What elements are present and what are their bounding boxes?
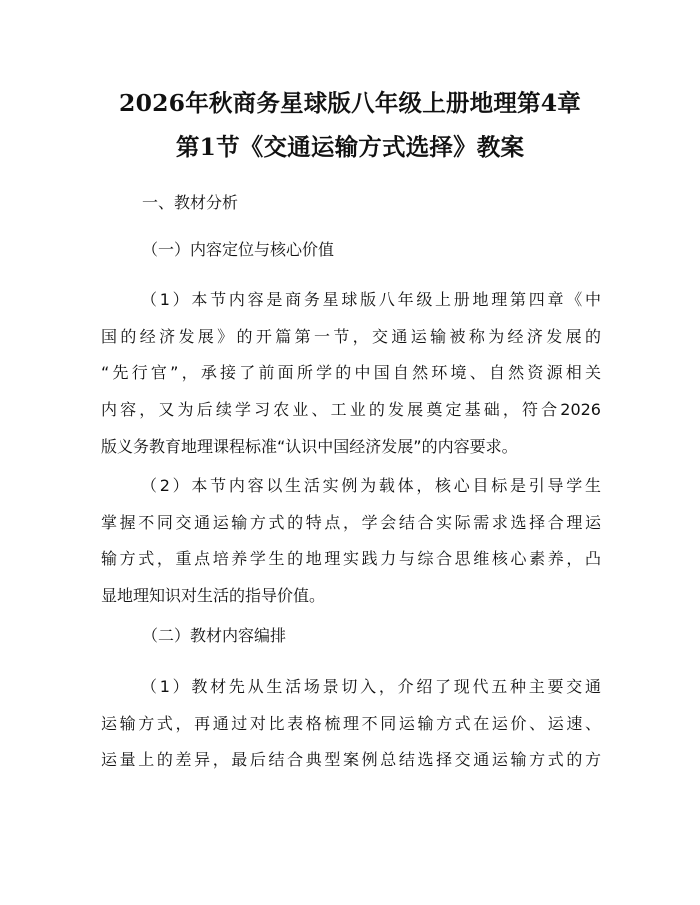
paragraph-2 [101, 476, 601, 623]
paragraph-line: 掌握不同交通运输方式的特点，学会结合实际需求选择合理运 [101, 512, 601, 532]
document-title-line-2: 第1节《交通运输方式选择》教案 [175, 133, 525, 161]
paragraph-line: 国的经济发展》的开篇第一节，交通运输被称为经济发展的 [101, 326, 601, 346]
subsection-heading-content-positioning: （一）内容定位与核心价值 [142, 240, 335, 259]
paragraph-3 [101, 677, 601, 787]
paragraph-line: “先行官”，承接了前面所学的中国自然环境、自然资源相关 [101, 363, 601, 383]
paragraph-line: （2）本节内容以生活实例为载体，核心目标是引导学生 [141, 476, 601, 495]
subsection-heading-content-arrangement: （二）教材内容编排 [142, 626, 287, 645]
paragraph-line: 运输方式，再通过对比表格梳理不同运输方式在运价、运速、 [101, 713, 601, 733]
paragraph-line: （1）本节内容是商务星球版八年级上册地理第四章《中 [141, 290, 601, 309]
paragraph-line: 运量上的差异，最后结合典型案例总结选择交通运输方式的方 [101, 750, 601, 770]
paragraph-line: 内容，又为后续学习农业、工业的发展奠定基础，符合2026 [101, 400, 601, 420]
paragraph-line: （1）教材先从生活场景切入，介绍了现代五种主要交通 [141, 677, 601, 696]
paragraph-1 [101, 290, 601, 473]
paragraph-line: 输方式，重点培养学生的地理实践力与综合思维核心素养，凸 [101, 549, 601, 569]
paragraph-line: 显地理知识对生活的指导价值。 [101, 586, 326, 606]
section-heading-teaching-material-analysis: 一、教材分析 [142, 193, 239, 212]
document-title-line-1: 2026年秋商务星球版八年级上册地理第4章 [119, 89, 581, 117]
paragraph-line: 版义务教育地理课程标准“认识中国经济发展”的内容要求。 [101, 436, 518, 456]
